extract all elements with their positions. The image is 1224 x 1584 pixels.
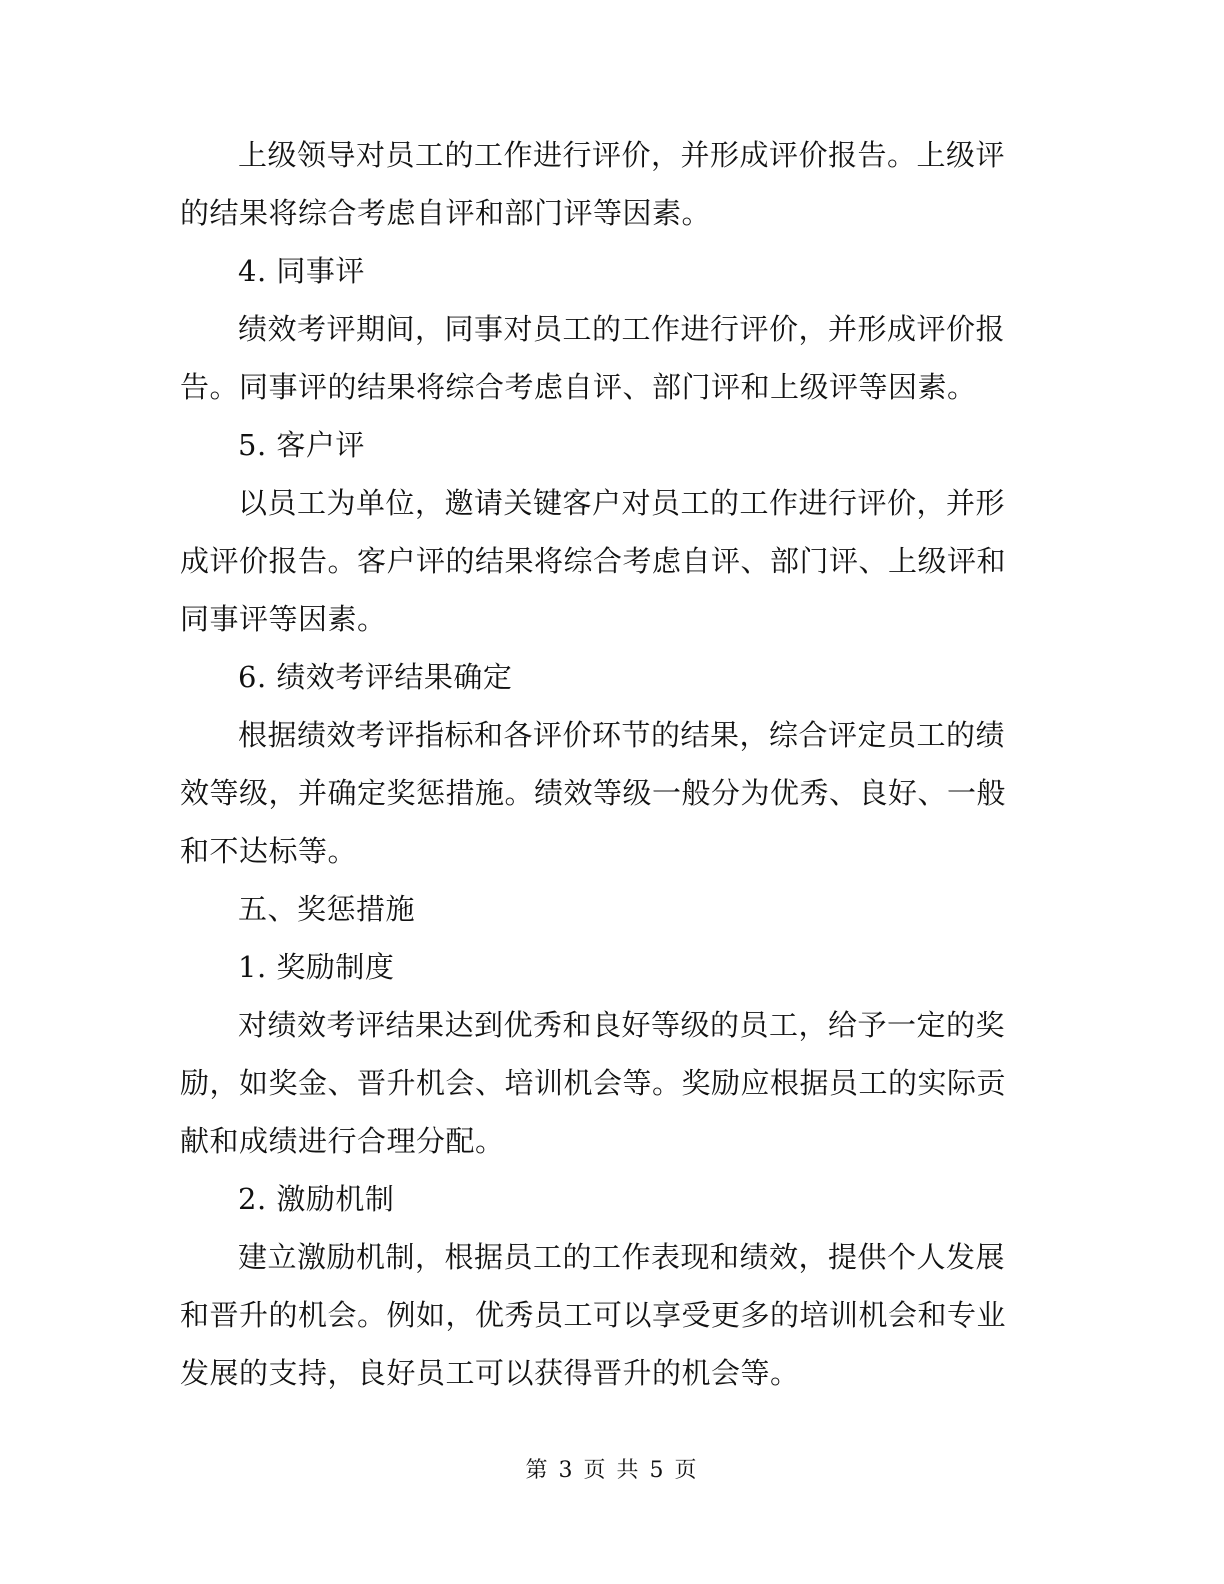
section-heading: 4. 同事评 <box>238 254 365 288</box>
page-number-footer: 第 3 页 共 5 页 <box>525 1458 699 1483</box>
text-line: 上级领导对员工的工作进行评价，并形成评价报告。上级评 <box>238 138 1006 172</box>
section-heading: 6. 绩效考评结果确定 <box>238 660 513 694</box>
text-line: 同事评等因素。 <box>180 602 387 636</box>
text-line: 建立激励机制，根据员工的工作表现和绩效，提供个人发展 <box>238 1240 1006 1274</box>
text-line: 根据绩效考评指标和各评价环节的结果，综合评定员工的绩 <box>238 718 1006 752</box>
text-line: 励，如奖金、晋升机会、培训机会等。奖励应根据员工的实际贡 <box>180 1066 1007 1100</box>
text-line: 和晋升的机会。例如，优秀员工可以享受更多的培训机会和专业 <box>180 1298 1007 1332</box>
text-line: 成评价报告。客户评的结果将综合考虑自评、部门评、上级评和 <box>180 544 1007 578</box>
text-line: 绩效考评期间，同事对员工的工作进行评价，并形成评价报 <box>238 312 1006 346</box>
text-line: 对绩效考评结果达到优秀和良好等级的员工，给予一定的奖 <box>238 1008 1006 1042</box>
text-line: 以员工为单位，邀请关键客户对员工的工作进行评价，并形 <box>238 486 1006 520</box>
chapter-heading: 五、奖惩措施 <box>238 892 416 926</box>
text-line: 和不达标等。 <box>180 834 358 868</box>
document-body <box>180 126 1016 1402</box>
section-heading: 1. 奖励制度 <box>238 950 395 984</box>
text-line: 效等级，并确定奖惩措施。绩效等级一般分为优秀、良好、一般 <box>180 776 1007 810</box>
text-line: 的结果将综合考虑自评和部门评等因素。 <box>180 196 712 230</box>
text-line: 献和成绩进行合理分配。 <box>180 1124 505 1158</box>
text-line: 告。同事评的结果将综合考虑自评、部门评和上级评等因素。 <box>180 370 977 404</box>
text-line: 发展的支持，良好员工可以获得晋升的机会等。 <box>180 1356 800 1390</box>
section-heading: 2. 激励机制 <box>238 1182 395 1216</box>
section-heading: 5. 客户评 <box>238 428 365 462</box>
